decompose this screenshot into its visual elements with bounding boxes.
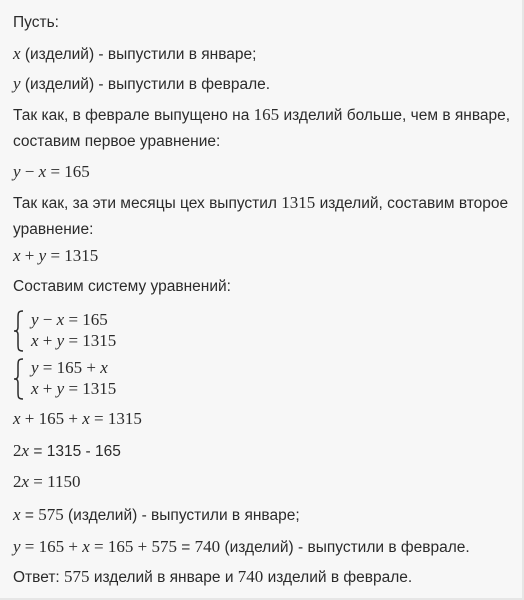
condition-2-cont-line xyxy=(13,220,93,240)
condition-1-cont-line xyxy=(13,132,220,152)
sys2-r2-c: 1315 xyxy=(82,379,117,398)
eq5-b: x xyxy=(21,472,30,491)
sys2-r1-b: 165 xyxy=(56,358,83,377)
eq4-a: 2 xyxy=(13,441,22,460)
sys1-r1-op2: = xyxy=(64,310,83,329)
sys1-r1-op1: − xyxy=(38,310,57,329)
eq1-a: y xyxy=(13,162,21,181)
left-brace-icon xyxy=(13,310,25,352)
answer-january-number: 575 xyxy=(64,567,90,586)
eq3-c: x xyxy=(82,409,90,428)
eq1-op2: = xyxy=(46,162,65,181)
sys1-r1-b: x xyxy=(56,310,65,329)
eq3-b: 165 xyxy=(38,409,65,428)
eq6-num: 575 xyxy=(38,505,64,524)
condition-2-line xyxy=(13,193,508,214)
condition-1-text-a: Так как, в феврале выпущено на xyxy=(13,107,254,124)
eq3-d: 1315 xyxy=(107,409,142,428)
var-y: y xyxy=(13,74,21,93)
sys2-r2-op2: = xyxy=(64,379,83,398)
eq6-a: x xyxy=(13,505,21,524)
eq3-op1: + xyxy=(20,409,39,428)
eq4-rest2: - xyxy=(81,443,95,460)
eq2-op2: = xyxy=(46,246,65,265)
sys2-r2-op1: + xyxy=(38,379,57,398)
equation-5 xyxy=(13,472,81,492)
condition-1-line xyxy=(13,105,510,126)
condition-1-number: 165 xyxy=(253,105,280,124)
sys1-r2-c: 1315 xyxy=(82,331,117,350)
system-2 xyxy=(13,358,213,400)
def-y-text: (изделий) - выпустили в феврале. xyxy=(20,76,271,93)
answer-february-number: 740 xyxy=(237,567,264,586)
def-y-line xyxy=(13,74,270,95)
sys2-r2-b: y xyxy=(56,379,65,398)
sys2-r1-op2: + xyxy=(82,358,101,377)
eq6-op: = xyxy=(20,507,39,524)
system-1 xyxy=(13,310,213,352)
sys1-r1-a: y xyxy=(31,310,39,329)
eq7-a: y xyxy=(13,537,21,556)
intro-text: Пусть: xyxy=(13,14,59,31)
system-2-row-2 xyxy=(31,379,116,399)
eq3-a: x xyxy=(13,409,21,428)
left-brace-icon xyxy=(13,358,25,400)
eq7-b: 165 xyxy=(38,537,65,556)
sys2-r1-op1: = xyxy=(38,358,57,377)
result-y-line xyxy=(13,537,470,558)
eq7-op1: = xyxy=(20,537,39,556)
equation-2 xyxy=(13,246,98,266)
eq2-op1: + xyxy=(20,246,39,265)
eq4-rest1: = xyxy=(29,443,47,460)
eq4-b: x xyxy=(21,441,30,460)
eq7-d: 165 xyxy=(107,537,134,556)
def-x-text: (изделий) - выпустили в январе; xyxy=(20,46,257,63)
equation-1 xyxy=(13,162,90,182)
equation-3 xyxy=(13,409,142,429)
condition-2-number: 1315 xyxy=(281,193,316,212)
eq3-op2: + xyxy=(64,409,83,428)
eq5-rest: = xyxy=(29,472,48,491)
system-intro-text: Составим систему уравнений: xyxy=(13,278,231,295)
answer-text-c: изделий в феврале. xyxy=(263,569,413,586)
eq5-a: 2 xyxy=(13,472,22,491)
system-1-row-1 xyxy=(31,310,108,330)
condition-2-cont-text: уравнение: xyxy=(13,221,94,238)
sys1-r1-c: 165 xyxy=(82,310,108,329)
eq6-text: (изделий) - выпустили в январе; xyxy=(63,507,300,524)
sys1-r2-op2: = xyxy=(64,331,83,350)
def-x-line xyxy=(13,44,256,65)
sys2-r1-c: x xyxy=(100,358,108,377)
eq4-c: 1315 xyxy=(46,443,82,460)
eq7-op5: = xyxy=(176,539,195,556)
eq2-a: x xyxy=(13,246,21,265)
answer-line xyxy=(13,567,412,588)
eq7-c: x xyxy=(82,537,90,556)
eq7-op4: + xyxy=(133,537,152,556)
condition-1-text-b: изделий больше, чем в январе, xyxy=(279,107,511,124)
condition-1-cont-text: составим первое уравнение: xyxy=(13,133,221,150)
eq1-b: x xyxy=(38,162,47,181)
eq7-op3: = xyxy=(89,537,108,556)
sys2-r1-a: y xyxy=(31,358,39,377)
sys1-r2-op1: + xyxy=(38,331,57,350)
eq5-c: 1150 xyxy=(47,472,81,491)
condition-2-text-b: изделий, составим второе xyxy=(315,195,509,212)
var-x: x xyxy=(13,44,21,63)
answer-label: Ответ: xyxy=(13,569,65,586)
result-x-line xyxy=(13,505,300,526)
eq2-c: 1315 xyxy=(64,246,99,265)
intro-line xyxy=(13,13,59,33)
sys2-r2-a: x xyxy=(31,379,39,398)
eq7-f: 740 xyxy=(194,537,221,556)
eq3-op3: = xyxy=(89,409,108,428)
eq1-op1: − xyxy=(20,162,39,181)
sys1-r2-a: x xyxy=(31,331,39,350)
eq7-text: (изделий) - выпустили в феврале. xyxy=(220,539,470,556)
system-intro-line xyxy=(13,277,231,297)
eq7-op2: + xyxy=(64,537,83,556)
eq7-e: 575 xyxy=(151,537,177,556)
answer-text-b: изделий в январе и xyxy=(89,569,238,586)
eq4-d: 165 xyxy=(94,443,121,460)
system-1-row-2 xyxy=(31,331,116,351)
condition-2-text-a: Так как, за эти месяцы цех выпустил xyxy=(13,195,282,212)
sys1-r2-b: y xyxy=(56,331,65,350)
equation-4 xyxy=(13,441,121,462)
system-2-row-1 xyxy=(31,358,108,378)
eq2-b: y xyxy=(38,246,47,265)
eq1-c: 165 xyxy=(64,162,90,181)
